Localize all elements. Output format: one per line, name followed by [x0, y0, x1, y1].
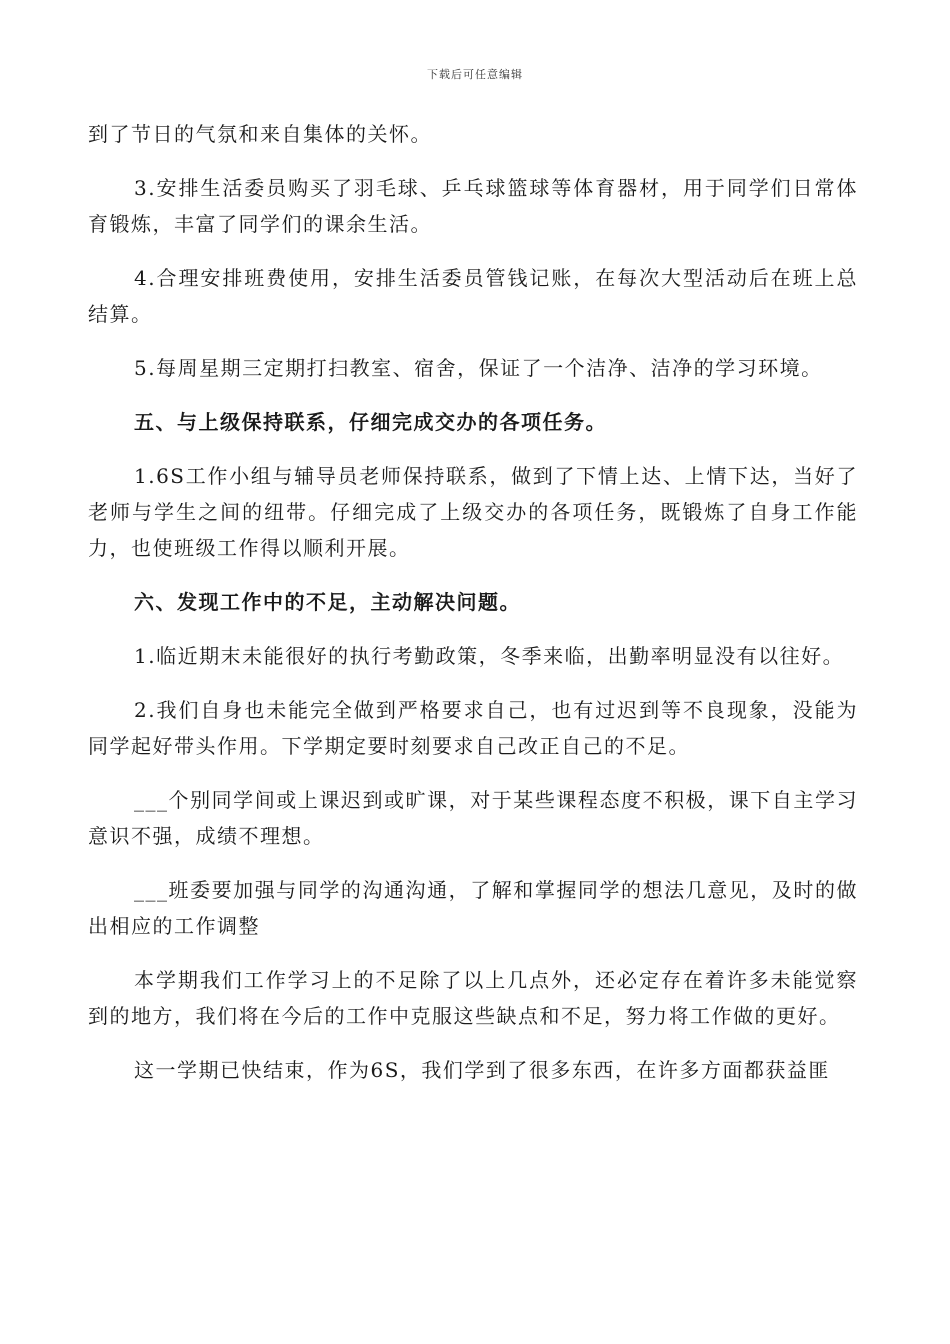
paragraph: ___班委要加强与同学的沟通沟通，了解和掌握同学的想法几意见，及时的做出相应的工作调整	[88, 878, 858, 938]
paragraph: 1.临近期末未能很好的执行考勤政策，冬季来临，出勤率明显没有以往好。	[134, 644, 845, 668]
section-heading: 六、发现工作中的不足，主动解决问题。	[134, 590, 521, 614]
paragraph: 这一学期已快结束，作为6S，我们学到了很多东西，在许多方面都获益匪	[134, 1058, 830, 1082]
paragraph: 5.每周星期三定期打扫教室、宿舍，保证了一个洁净、洁净的学习环境。	[134, 356, 823, 380]
paragraph: ___个别同学间或上课迟到或旷课，对于某些课程态度不积极，课下自主学习意识不强，成绩不理想。	[88, 788, 858, 848]
page-header: 下载后可任意编辑	[427, 68, 523, 81]
paragraph: 4.合理安排班费使用，安排生活委员管钱记账，在每次大型活动后在班上总结算。	[88, 266, 858, 326]
paragraph: 3.安排生活委员购买了羽毛球、乒乓球篮球等体育器材，用于同学们日常体育锻炼，丰富了同学们的课余生活。	[88, 176, 858, 236]
paragraph: 到了节日的气氛和来自集体的关怀。	[88, 122, 432, 146]
paragraph: 本学期我们工作学习上的不足除了以上几点外，还必定存在着许多未能觉察到的地方，我们将在今后的工作中克服这些缺点和不足，努力将工作做的更好。	[88, 968, 858, 1028]
section-heading: 五、与上级保持联系，仔细完成交办的各项任务。	[134, 410, 607, 434]
document-body	[88, 116, 858, 1106]
paragraph: 2.我们自身也未能完全做到严格要求自己，也有过迟到等不良现象，没能为同学起好带头作用。下学期定要时刻要求自己改正自己的不足。	[88, 698, 858, 758]
paragraph: 1.6S工作小组与辅导员老师保持联系，做到了下情上达、上情下达，当好了老师与学生之间的纽带。仔细完成了上级交办的各项任务，既锻炼了自身工作能力，也使班级工作得以顺利开展。	[88, 464, 858, 560]
